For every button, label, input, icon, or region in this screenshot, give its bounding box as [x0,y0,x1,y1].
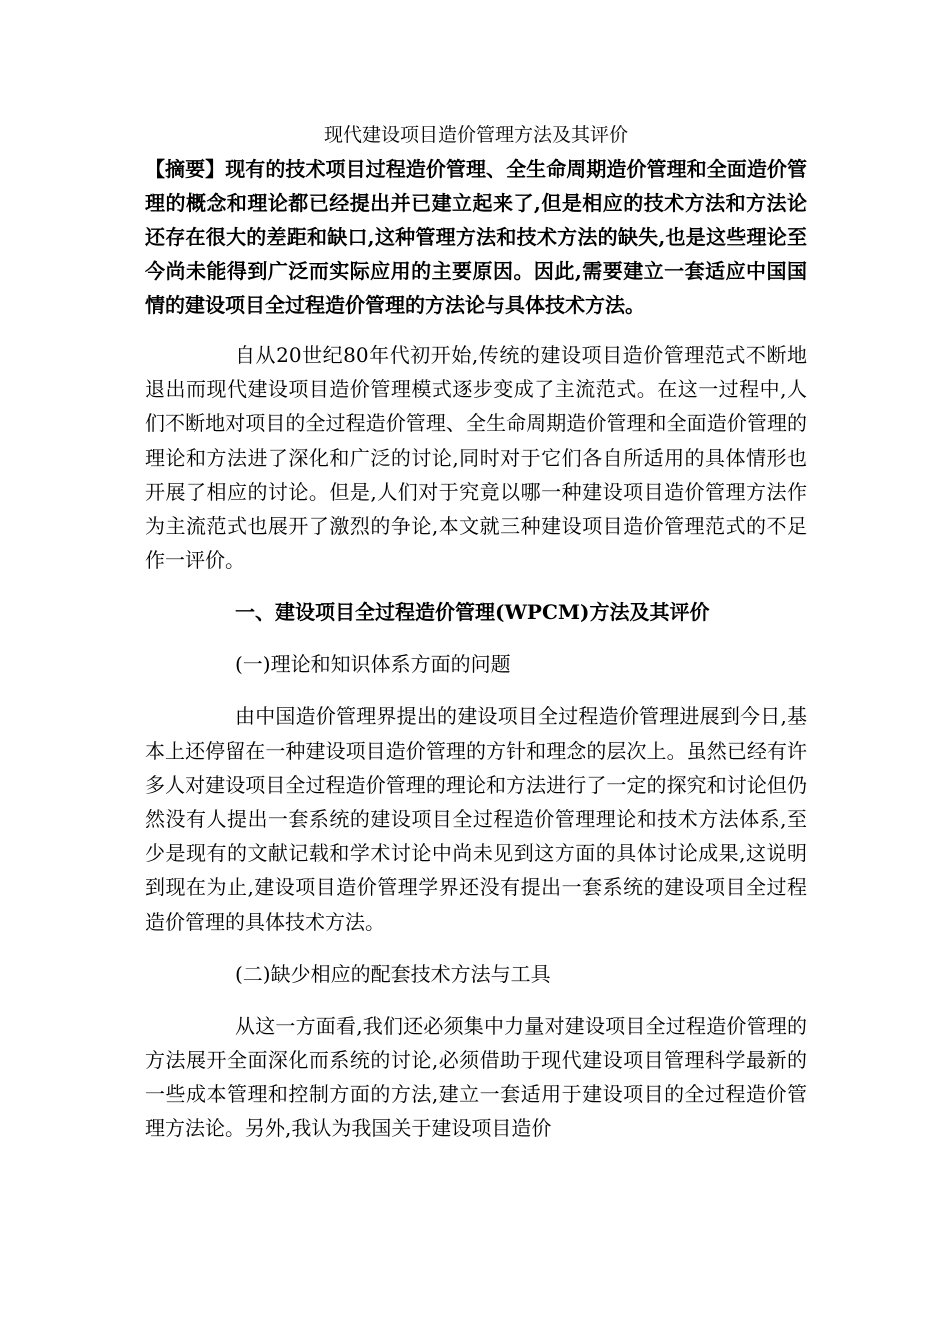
subsection-heading-2: (二)缺少相应的配套技术方法与工具 [235,961,551,986]
document-page [145,118,807,1146]
intro-paragraph: 自从20世纪80年代初开始,传统的建设项目造价管理范式不断地退出而现代建设项目造价管理模式逐步变成了主流范式。在这一过程中,人们不断地对项目的全过程造价管理、全生命周期造价管理和全面造价管理的理论和方法进了深化和广泛的讨论,同时对于它们各自所适用的具体情形也开展了相应的讨论。但是,人们对于究竟以哪一种建设项目造价管理方法作为主流范式也展开了激烈的争论,本文就三种建设项目造价管理范式的不足作一评价。 [145,343,807,573]
abstract-paragraph: 【摘要】现有的技术项目过程造价管理、全生命周期造价管理和全面造价管理的概念和理论都已经提出并已建立起来了,但是相应的技术方法和方法论还存在很大的差距和缺口,这种管理方法和技术方法的缺失,也是这些理论至今尚未能得到广泛而实际应用的主要原因。因此,需要建立一套适应中国国情的建设项目全过程造价管理的方法论与具体技术方法。 [145,157,807,317]
document-title: 现代建设项目造价管理方法及其评价 [323,124,628,146]
subsection-paragraph-1: 由中国造价管理界提出的建设项目全过程造价管理进展到今日,基本上还停留在一种建设项目造价管理的方针和理念的层次上。虽然已经有许多人对建设项目全过程造价管理的理论和方法进行了一定的探究和讨论但仍然没有人提出一套系统的建设项目全过程造价管理理论和技术方法体系,至少是现有的文献记载和学术讨论中尚未见到这方面的具体讨论成果,这说明到现在为止,建设项目造价管理学界还没有提出一套系统的建设项目全过程造价管理的具体技术方法。 [145,704,807,934]
subsection-heading-1: (一)理论和知识体系方面的问题 [235,652,511,677]
subsection-paragraph-2: 从这一方面看,我们还必须集中力量对建设项目全过程造价管理的方法展开全面深化而系统的讨论,必须借助于现代建设项目管理科学最新的一些成本管理和控制方面的方法,建立一套适用于建设项目的全过程造价管理方法论。另外,我认为我国关于建设项目造价 [145,1013,807,1141]
section-heading-1: 一、建设项目全过程造价管理(WPCM)方法及其评价 [235,600,710,625]
